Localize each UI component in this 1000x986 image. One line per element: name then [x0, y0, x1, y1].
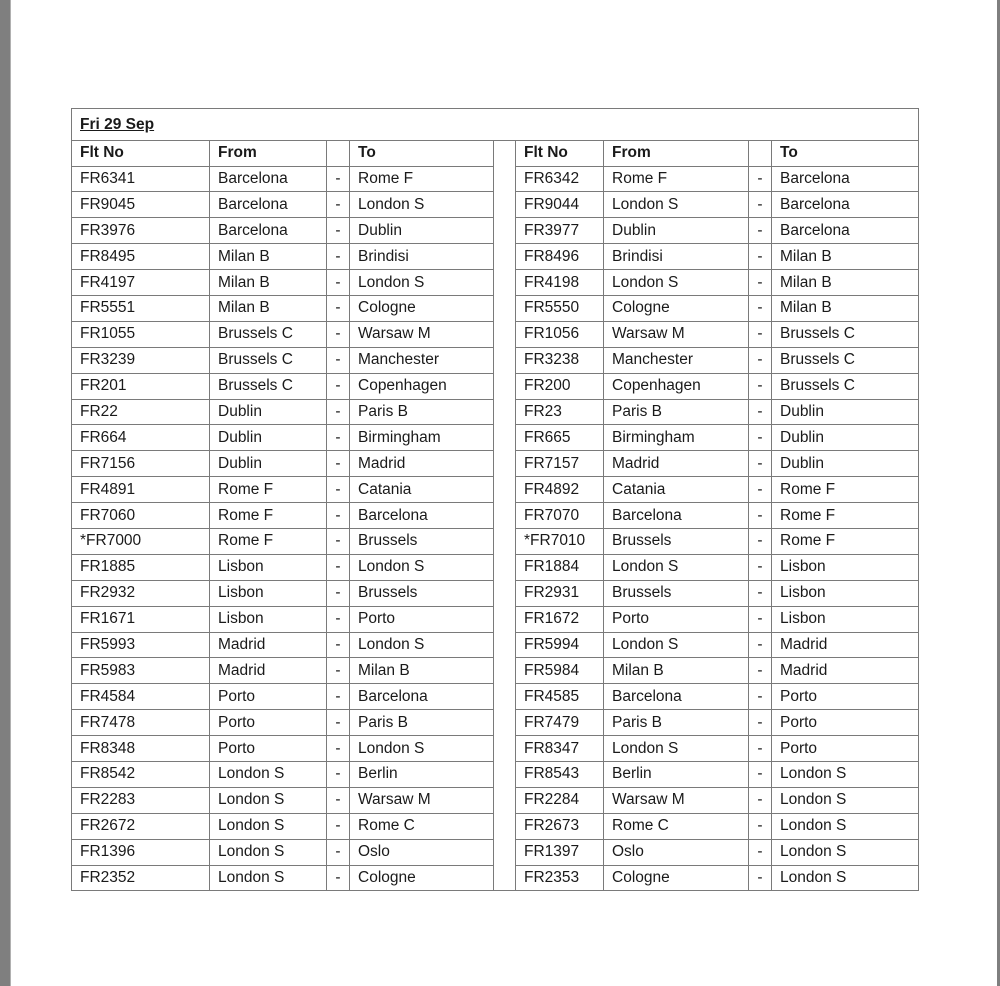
flight-number-return: FR1056 [516, 321, 604, 347]
origin-outbound: Porto [210, 710, 327, 736]
origin-return: Copenhagen [604, 373, 749, 399]
origin-return: Warsaw M [604, 787, 749, 813]
column-spacer [494, 813, 516, 839]
flight-number-outbound: FR3976 [72, 218, 210, 244]
origin-return: Berlin [604, 761, 749, 787]
table-row [72, 218, 919, 244]
destination-outbound: Cologne [350, 295, 494, 321]
table-row [72, 684, 919, 710]
origin-return: Milan B [604, 658, 749, 684]
origin-return: Paris B [604, 710, 749, 736]
flight-number-return: FR8347 [516, 736, 604, 762]
viewer-left-margin [0, 0, 10, 986]
destination-return: Rome F [772, 528, 919, 554]
destination-return: London S [772, 865, 919, 891]
route-separator-return: - [749, 399, 772, 425]
flight-number-outbound: FR1055 [72, 321, 210, 347]
destination-outbound: Rome C [350, 813, 494, 839]
origin-outbound: Barcelona [210, 166, 327, 192]
origin-return: Dublin [604, 218, 749, 244]
route-separator-outbound: - [327, 425, 350, 451]
flight-number-return: FR8543 [516, 761, 604, 787]
column-spacer [494, 399, 516, 425]
origin-outbound: Madrid [210, 632, 327, 658]
column-spacer [494, 554, 516, 580]
origin-outbound: Porto [210, 736, 327, 762]
table-title-row [72, 109, 919, 141]
column-spacer [494, 761, 516, 787]
destination-return: London S [772, 813, 919, 839]
route-separator-return: - [749, 321, 772, 347]
table-row [72, 244, 919, 270]
destination-outbound: Manchester [350, 347, 494, 373]
origin-outbound: London S [210, 865, 327, 891]
origin-outbound: Rome F [210, 477, 327, 503]
flight-number-outbound: *FR7000 [72, 528, 210, 554]
route-separator-outbound: - [327, 736, 350, 762]
route-separator-outbound: - [327, 347, 350, 373]
column-spacer [494, 580, 516, 606]
destination-return: Brussels C [772, 373, 919, 399]
destination-return: Milan B [772, 270, 919, 296]
column-spacer [494, 166, 516, 192]
flight-number-outbound: FR5993 [72, 632, 210, 658]
route-separator-outbound: - [327, 321, 350, 347]
route-separator-outbound: - [327, 166, 350, 192]
destination-outbound: Barcelona [350, 503, 494, 529]
flight-number-outbound: FR2283 [72, 787, 210, 813]
flight-number-outbound: FR6341 [72, 166, 210, 192]
header-flt-no-return: Flt No [516, 141, 604, 167]
column-spacer [494, 192, 516, 218]
destination-return: Dublin [772, 425, 919, 451]
origin-return: Warsaw M [604, 321, 749, 347]
route-separator-return: - [749, 606, 772, 632]
origin-return: Birmingham [604, 425, 749, 451]
destination-outbound: Barcelona [350, 684, 494, 710]
origin-return: London S [604, 554, 749, 580]
flight-number-return: FR2284 [516, 787, 604, 813]
origin-return: London S [604, 632, 749, 658]
flight-number-return: FR3238 [516, 347, 604, 373]
origin-return: Madrid [604, 451, 749, 477]
destination-return: Lisbon [772, 580, 919, 606]
table-title-cell [72, 109, 919, 141]
table-row [72, 321, 919, 347]
origin-outbound: Brussels C [210, 347, 327, 373]
table-row [72, 192, 919, 218]
column-spacer [494, 451, 516, 477]
origin-outbound: Milan B [210, 244, 327, 270]
destination-outbound: Warsaw M [350, 787, 494, 813]
route-separator-return: - [749, 451, 772, 477]
route-separator-outbound: - [327, 192, 350, 218]
table-row [72, 347, 919, 373]
destination-outbound: London S [350, 632, 494, 658]
route-separator-outbound: - [327, 787, 350, 813]
column-spacer [494, 865, 516, 891]
destination-return: Dublin [772, 451, 919, 477]
route-separator-outbound: - [327, 451, 350, 477]
destination-outbound: Brindisi [350, 244, 494, 270]
table-row [72, 270, 919, 296]
header-from-return: From [604, 141, 749, 167]
route-separator-return: - [749, 270, 772, 296]
origin-return: Brussels [604, 528, 749, 554]
destination-return: Barcelona [772, 166, 919, 192]
flight-number-outbound: FR1885 [72, 554, 210, 580]
flight-number-outbound: FR2672 [72, 813, 210, 839]
destination-return: Madrid [772, 658, 919, 684]
destination-return: Madrid [772, 632, 919, 658]
origin-outbound: Porto [210, 684, 327, 710]
column-spacer [494, 347, 516, 373]
header-from-outbound: From [210, 141, 327, 167]
flight-number-return: FR665 [516, 425, 604, 451]
route-separator-return: - [749, 528, 772, 554]
flight-number-outbound: FR2352 [72, 865, 210, 891]
column-spacer [494, 736, 516, 762]
column-spacer [494, 787, 516, 813]
route-separator-return: - [749, 839, 772, 865]
origin-return: Barcelona [604, 684, 749, 710]
origin-outbound: Dublin [210, 399, 327, 425]
header-to-return: To [772, 141, 919, 167]
table-row [72, 554, 919, 580]
table-row [72, 166, 919, 192]
route-separator-return: - [749, 710, 772, 736]
destination-outbound: Oslo [350, 839, 494, 865]
origin-return: Brindisi [604, 244, 749, 270]
flight-number-outbound: FR4891 [72, 477, 210, 503]
table-row [72, 658, 919, 684]
table-header-row [72, 141, 919, 167]
table-row [72, 580, 919, 606]
origin-return: Rome F [604, 166, 749, 192]
destination-return: London S [772, 839, 919, 865]
origin-outbound: Lisbon [210, 606, 327, 632]
flight-number-return: FR8496 [516, 244, 604, 270]
origin-outbound: Milan B [210, 270, 327, 296]
flight-number-return: FR4585 [516, 684, 604, 710]
table-row [72, 865, 919, 891]
destination-outbound: London S [350, 192, 494, 218]
header-separator-outbound [327, 141, 350, 167]
route-separator-outbound: - [327, 554, 350, 580]
flight-number-return: FR2931 [516, 580, 604, 606]
route-separator-return: - [749, 347, 772, 373]
destination-outbound: Rome F [350, 166, 494, 192]
flight-number-outbound: FR22 [72, 399, 210, 425]
origin-return: London S [604, 192, 749, 218]
table-row [72, 295, 919, 321]
flight-number-outbound: FR8348 [72, 736, 210, 762]
flight-number-return: FR5984 [516, 658, 604, 684]
column-spacer [494, 477, 516, 503]
route-separator-return: - [749, 218, 772, 244]
route-separator-outbound: - [327, 373, 350, 399]
flight-number-return: FR4892 [516, 477, 604, 503]
origin-outbound: Brussels C [210, 373, 327, 399]
route-separator-return: - [749, 761, 772, 787]
route-separator-outbound: - [327, 684, 350, 710]
route-separator-return: - [749, 166, 772, 192]
destination-return: Barcelona [772, 192, 919, 218]
origin-outbound: Milan B [210, 295, 327, 321]
table-row [72, 503, 919, 529]
column-spacer [494, 658, 516, 684]
destination-outbound: Paris B [350, 710, 494, 736]
table-row [72, 477, 919, 503]
flight-number-outbound: FR4197 [72, 270, 210, 296]
origin-outbound: London S [210, 787, 327, 813]
route-separator-outbound: - [327, 399, 350, 425]
route-separator-outbound: - [327, 865, 350, 891]
destination-outbound: Milan B [350, 658, 494, 684]
origin-outbound: Madrid [210, 658, 327, 684]
flight-number-outbound: FR5983 [72, 658, 210, 684]
column-spacer [494, 839, 516, 865]
header-spacer [494, 141, 516, 167]
table-row [72, 736, 919, 762]
origin-outbound: Rome F [210, 503, 327, 529]
table-row [72, 528, 919, 554]
table-row [72, 451, 919, 477]
destination-return: Dublin [772, 399, 919, 425]
flight-number-outbound: FR664 [72, 425, 210, 451]
origin-outbound: Dublin [210, 425, 327, 451]
flight-number-return: FR7479 [516, 710, 604, 736]
route-separator-outbound: - [327, 295, 350, 321]
destination-outbound: Warsaw M [350, 321, 494, 347]
origin-return: Catania [604, 477, 749, 503]
destination-outbound: London S [350, 554, 494, 580]
route-separator-return: - [749, 865, 772, 891]
flight-number-outbound: FR1671 [72, 606, 210, 632]
destination-return: London S [772, 787, 919, 813]
origin-outbound: Lisbon [210, 554, 327, 580]
destination-outbound: London S [350, 270, 494, 296]
flight-number-return: FR1884 [516, 554, 604, 580]
origin-outbound: London S [210, 761, 327, 787]
route-separator-outbound: - [327, 658, 350, 684]
flight-number-return: FR23 [516, 399, 604, 425]
table-row [72, 399, 919, 425]
route-separator-outbound: - [327, 477, 350, 503]
flight-number-return: *FR7010 [516, 528, 604, 554]
route-separator-return: - [749, 192, 772, 218]
origin-outbound: Lisbon [210, 580, 327, 606]
route-separator-return: - [749, 373, 772, 399]
table-row [72, 606, 919, 632]
destination-outbound: Porto [350, 606, 494, 632]
column-spacer [494, 218, 516, 244]
table-row [72, 425, 919, 451]
route-separator-outbound: - [327, 270, 350, 296]
route-separator-return: - [749, 736, 772, 762]
destination-outbound: Copenhagen [350, 373, 494, 399]
origin-outbound: Barcelona [210, 192, 327, 218]
route-separator-return: - [749, 813, 772, 839]
destination-return: London S [772, 761, 919, 787]
flight-number-outbound: FR7060 [72, 503, 210, 529]
route-separator-outbound: - [327, 710, 350, 736]
destination-return: Brussels C [772, 321, 919, 347]
column-spacer [494, 710, 516, 736]
route-separator-outbound: - [327, 218, 350, 244]
origin-return: Porto [604, 606, 749, 632]
flight-number-outbound: FR3239 [72, 347, 210, 373]
destination-outbound: Berlin [350, 761, 494, 787]
route-separator-return: - [749, 503, 772, 529]
flight-number-return: FR2353 [516, 865, 604, 891]
route-separator-return: - [749, 425, 772, 451]
table-row [72, 710, 919, 736]
table-row [72, 839, 919, 865]
flight-number-outbound: FR8495 [72, 244, 210, 270]
flight-number-outbound: FR8542 [72, 761, 210, 787]
column-spacer [494, 425, 516, 451]
destination-outbound: Madrid [350, 451, 494, 477]
destination-outbound: Paris B [350, 399, 494, 425]
route-separator-outbound: - [327, 632, 350, 658]
flight-number-outbound: FR201 [72, 373, 210, 399]
origin-outbound: London S [210, 813, 327, 839]
flight-number-return: FR5550 [516, 295, 604, 321]
flight-number-return: FR6342 [516, 166, 604, 192]
origin-outbound: Brussels C [210, 321, 327, 347]
route-separator-return: - [749, 658, 772, 684]
route-separator-return: - [749, 295, 772, 321]
destination-outbound: Brussels [350, 580, 494, 606]
header-flt-no-outbound: Flt No [72, 141, 210, 167]
destination-return: Rome F [772, 503, 919, 529]
route-separator-outbound: - [327, 244, 350, 270]
flight-number-outbound: FR7478 [72, 710, 210, 736]
schedule-date-title: Fri 29 Sep [80, 115, 155, 133]
flight-number-return: FR3977 [516, 218, 604, 244]
destination-return: Porto [772, 710, 919, 736]
destination-return: Porto [772, 684, 919, 710]
origin-return: Cologne [604, 295, 749, 321]
flight-number-outbound: FR5551 [72, 295, 210, 321]
origin-return: Oslo [604, 839, 749, 865]
destination-outbound: Birmingham [350, 425, 494, 451]
origin-return: London S [604, 270, 749, 296]
flight-number-outbound: FR4584 [72, 684, 210, 710]
origin-return: Cologne [604, 865, 749, 891]
table-row [72, 787, 919, 813]
route-separator-outbound: - [327, 503, 350, 529]
route-separator-return: - [749, 580, 772, 606]
header-separator-return [749, 141, 772, 167]
table-row [72, 373, 919, 399]
column-spacer [494, 270, 516, 296]
route-separator-outbound: - [327, 606, 350, 632]
origin-return: Paris B [604, 399, 749, 425]
origin-outbound: Barcelona [210, 218, 327, 244]
column-spacer [494, 632, 516, 658]
flight-schedule-table [71, 108, 919, 891]
column-spacer [494, 684, 516, 710]
table-row [72, 813, 919, 839]
flight-number-outbound: FR1396 [72, 839, 210, 865]
header-to-outbound: To [350, 141, 494, 167]
route-separator-return: - [749, 632, 772, 658]
column-spacer [494, 295, 516, 321]
destination-outbound: Cologne [350, 865, 494, 891]
flight-number-outbound: FR2932 [72, 580, 210, 606]
route-separator-return: - [749, 244, 772, 270]
origin-outbound: London S [210, 839, 327, 865]
flight-number-return: FR4198 [516, 270, 604, 296]
route-separator-return: - [749, 684, 772, 710]
origin-return: Brussels [604, 580, 749, 606]
route-separator-outbound: - [327, 761, 350, 787]
destination-return: Lisbon [772, 554, 919, 580]
destination-return: Milan B [772, 244, 919, 270]
destination-return: Lisbon [772, 606, 919, 632]
origin-outbound: Rome F [210, 528, 327, 554]
destination-return: Milan B [772, 295, 919, 321]
column-spacer [494, 528, 516, 554]
flight-number-outbound: FR9045 [72, 192, 210, 218]
origin-return: Manchester [604, 347, 749, 373]
destination-outbound: Brussels [350, 528, 494, 554]
route-separator-outbound: - [327, 813, 350, 839]
column-spacer [494, 244, 516, 270]
destination-outbound: Catania [350, 477, 494, 503]
route-separator-outbound: - [327, 580, 350, 606]
flight-number-return: FR1672 [516, 606, 604, 632]
route-separator-outbound: - [327, 839, 350, 865]
flight-number-return: FR200 [516, 373, 604, 399]
flight-number-return: FR2673 [516, 813, 604, 839]
flight-number-return: FR1397 [516, 839, 604, 865]
destination-return: Porto [772, 736, 919, 762]
destination-return: Rome F [772, 477, 919, 503]
flight-number-return: FR7157 [516, 451, 604, 477]
flight-number-outbound: FR7156 [72, 451, 210, 477]
flight-number-return: FR7070 [516, 503, 604, 529]
route-separator-return: - [749, 477, 772, 503]
destination-outbound: London S [350, 736, 494, 762]
origin-return: Barcelona [604, 503, 749, 529]
column-spacer [494, 321, 516, 347]
destination-outbound: Dublin [350, 218, 494, 244]
origin-return: Rome C [604, 813, 749, 839]
route-separator-outbound: - [327, 528, 350, 554]
destination-return: Barcelona [772, 218, 919, 244]
column-spacer [494, 606, 516, 632]
origin-return: London S [604, 736, 749, 762]
origin-outbound: Dublin [210, 451, 327, 477]
flight-number-return: FR9044 [516, 192, 604, 218]
destination-return: Brussels C [772, 347, 919, 373]
table-row [72, 761, 919, 787]
flight-number-return: FR5994 [516, 632, 604, 658]
column-spacer [494, 373, 516, 399]
route-separator-return: - [749, 787, 772, 813]
table-row [72, 632, 919, 658]
route-separator-return: - [749, 554, 772, 580]
column-spacer [494, 503, 516, 529]
